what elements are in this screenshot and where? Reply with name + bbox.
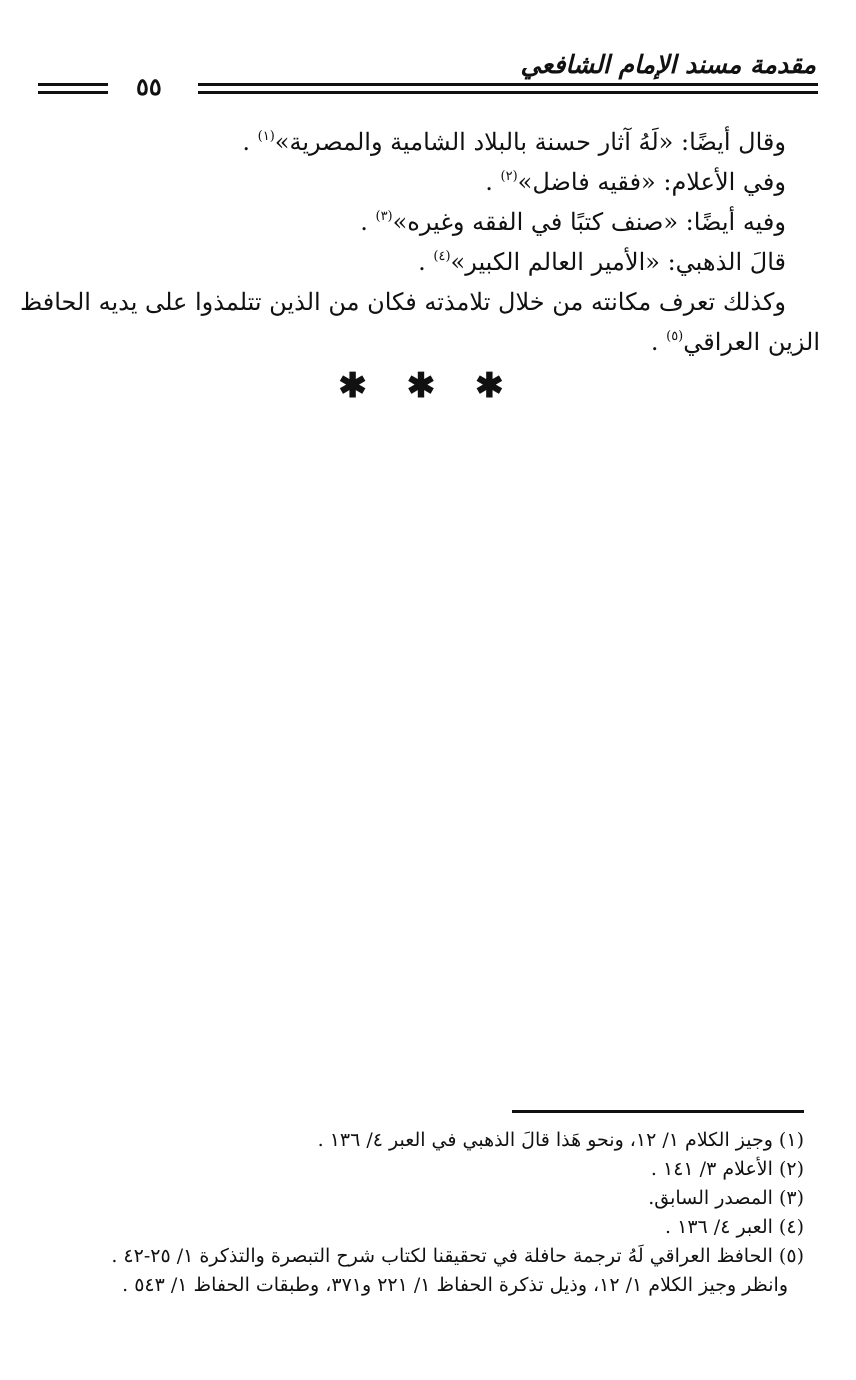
page-number: ٥٥ [136,72,162,101]
footnote: (٣) المصدر السابق. [648,1187,804,1209]
footnote-ref: (٣) [375,209,393,224]
footnote-ref: (١) [257,129,275,144]
body-text [19,122,820,362]
header-rule-left [38,83,108,86]
body-line: وفي الأعلام: «فقيه فاضل»$^{(٢)}$ . [485,168,786,196]
footnote: (٤) العبر ٤/ ١٣٦ . [665,1216,804,1238]
footnote-continuation: وانظر وجيز الكلام ١/ ١٢، وذيل تذكرة الحفاظ ١/ ٢٢١ و٣٧١، وطبقات الحفاظ ١/ ٥٤٣ . [122,1274,788,1296]
body-line: قالَ الذهبي: «الأمير العالم الكبير»$^{(٤)}$ . [418,248,786,276]
running-header-title: مقدمة مسند الإمام الشافعي [520,50,816,79]
section-separator: ✱ ✱ ✱ [338,366,518,406]
footnote: (٥) الحافظ العراقي لَهُ ترجمة حافلة في تحقيقنا لكتاب شرح التبصرة والتذكرة ١/ ٢٥-٤٢ . [111,1245,804,1267]
footnote-ref: (٤) [433,249,451,264]
body-line: وقال أيضًا: «لَهُ آثار حسنة بالبلاد الشامية والمصرية»$^{(١)}$ . [242,128,786,156]
body-line: الزين العراقي$^{(٥)}$ . [650,328,820,356]
footnote-ref: (٥) [666,329,684,344]
body-line: وكذلك تعرف مكانته من خلال تلامذته فكان من الذين تتلمذوا على يديه الحافظ [19,288,786,316]
header-rule-right [198,91,818,94]
footnote: (٢) الأعلام ٣/ ١٤١ . [650,1158,804,1180]
header-rule-left [38,91,108,94]
footnotes [20,1126,804,1300]
header-rule-right [198,83,818,86]
body-line: وفيه أيضًا: «صنف كتبًا في الفقه وغيره»$^{(٣)}$ . [360,208,786,236]
footnote-rule [512,1110,804,1113]
footnote-ref: (٢) [500,169,518,184]
footnote: (١) وجيز الكلام ١/ ١٢، ونحو هَذا قالَ الذهبي في العبر ٤/ ١٣٦ . [317,1129,804,1151]
